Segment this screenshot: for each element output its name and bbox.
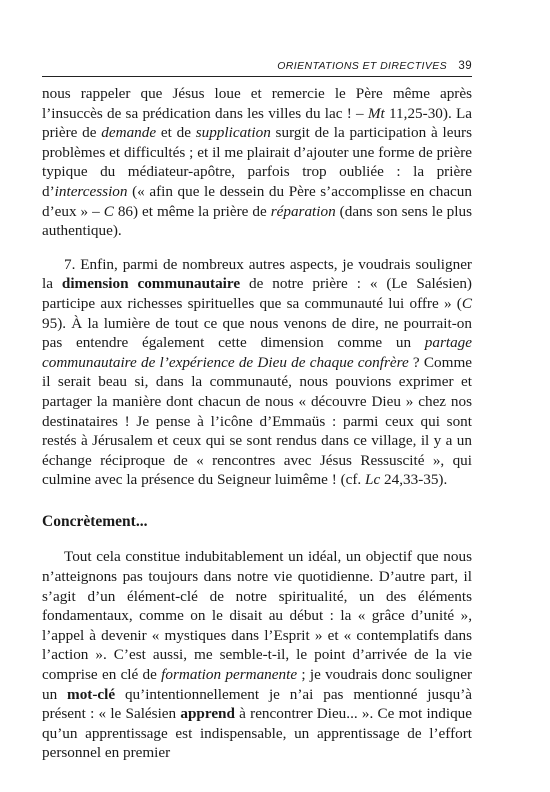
text-run: 95). À la lumière de tout ce que nous venons de dire, ne pourrait-on pas entendre également cette dimension comme un (42, 314, 472, 352)
text-run: Tout cela constitue indubitablement un idéal, un objectif que nous n’atteignons pas toujours dans notre vie quotidienne. D’autre part, il s’agit d’un élément-clé de notre spiritualité, un des éléments fondamentaux, comme on le disait au début : la « grâce d’unité », l’appel à devenir « mystiques dans l’Esprit » et « contemplatifs dans l’action ». C’est aussi, me semble-t-il, le point d’arrivée de la vie comprise en clé de (42, 548, 472, 684)
section-gap (42, 490, 472, 506)
text-run: (dans son sens le plus authentique). (42, 202, 472, 240)
emphasis: demande (101, 124, 157, 142)
paragraph-2 (42, 255, 472, 490)
text-run: nous rappeler que Jésus loue et remercie le Père même après l’insuccès de sa prédication dans les villes du lac ! – (42, 85, 472, 122)
text-run: ? Comme il serait beau si, dans la communauté, nous pouvions exprimer et partager la manière dont chacun de nous « découvre Dieu » chez nos destinataires ! Je pense à l’icône d’Emmaüs : parmi ceux qui sont restés à Jérusalem et ceux qui se sont rendus dans ce village, il y a un échange réciproque de « rencontres avec Jésus Ressuscité », qui culmine avec la présence du Seigneur luimême ! (cf. (42, 353, 472, 489)
strong-emphasis: mot-clé (67, 685, 116, 703)
text-run: (« afin que le dessein du Père s’accomplisse en chacun d’eux » – (42, 182, 472, 220)
constitution-ref: C (103, 202, 114, 220)
strong-emphasis: apprend (180, 705, 235, 723)
text-run: qu’intentionnellement je n’ai pas mentionné jusqu’à présent : « le Salésien (42, 685, 472, 723)
text-run: et de (156, 124, 196, 142)
text-run: ; je voudrais donc souligner un (42, 666, 472, 703)
scripture-ref: Lc (365, 471, 381, 489)
running-header (42, 58, 472, 77)
text-run: surgit de la participation à leurs problèmes et difficultés ; et il me plairait d’ajouter une forme de prière typique du médiateur-apôtre, parfois trop oubliée : la prière d’ (42, 124, 473, 200)
scripture-ref: Mt (367, 104, 385, 122)
paragraph-gap (42, 241, 472, 255)
emphasis: intercession (54, 182, 128, 200)
page-number: 39 (458, 60, 472, 72)
constitution-ref: C (461, 294, 472, 312)
section-gap (42, 531, 472, 547)
emphasis: supplication (195, 124, 271, 142)
running-head (277, 60, 472, 72)
paragraph-3 (42, 547, 472, 763)
emphasis: partage communautaire de l’expérience de Dieu de chaque confrère (42, 334, 472, 371)
text-run: 24,33-35). (380, 471, 448, 489)
strong-emphasis: dimension communautaire (61, 275, 241, 293)
text-run: 7. Enfin, parmi de nombreux autres aspects, je voudrais souligner la (42, 255, 472, 293)
text-run: 86) et même la prière de (113, 202, 271, 220)
emphasis: réparation (270, 202, 336, 220)
paragraph-1 (42, 84, 472, 241)
body-text (42, 84, 472, 763)
text-run: 11,25-30). La prière de (42, 104, 472, 142)
section-title: Concrètement... (42, 512, 148, 530)
text-run: à rencontrer Dieu... ». Ce mot indique qu’un apprentissage est indispensable, un apprentissage de l’effort personnel en premier (42, 705, 472, 762)
running-title: ORIENTATIONS ET DIRECTIVES (277, 60, 448, 72)
emphasis: formation permanente (161, 666, 298, 684)
text-run: de notre prière : « (Le Salésien) participe aux richesses spirituelles que sa communauté lui offre » ( (42, 275, 472, 312)
